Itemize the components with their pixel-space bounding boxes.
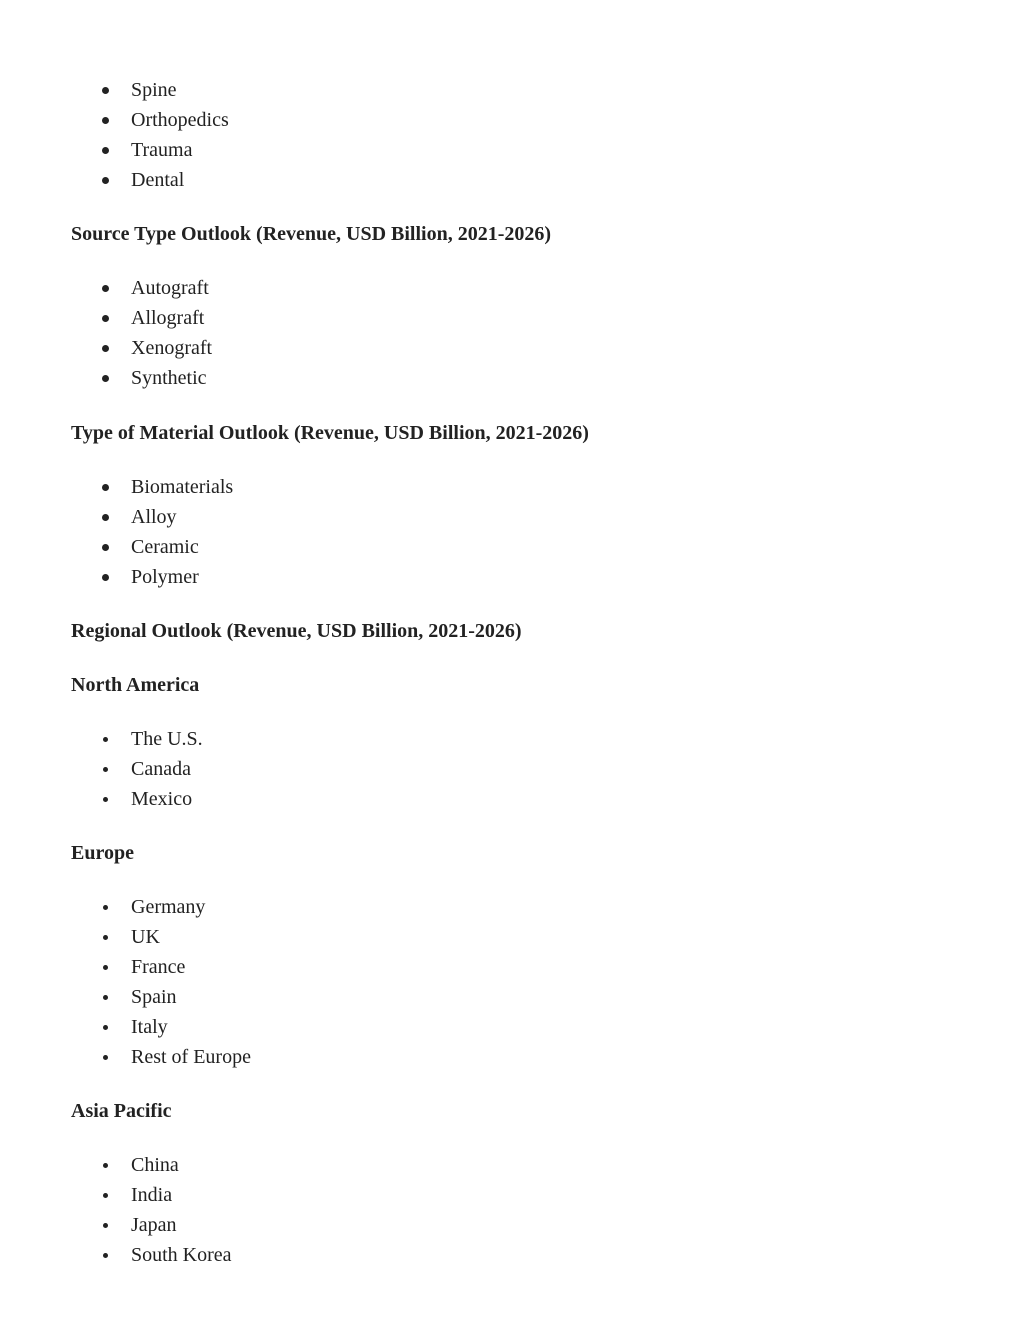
list-item: The U.S. [131,728,203,750]
bullet-marker [103,1163,108,1168]
list-item: Japan [131,1214,177,1236]
list-item: Dental [131,169,185,191]
bullet-marker [103,965,108,970]
bullet-marker [102,375,109,382]
subheading-asia-pacific: Asia Pacific [71,1100,172,1122]
bullet-marker [102,484,109,491]
bullet-marker [103,935,108,940]
list-item: Italy [131,1016,168,1038]
list-item: Rest of Europe [131,1046,251,1068]
bullet-marker [103,1025,108,1030]
list-item: Mexico [131,788,193,810]
section-heading-regional: Regional Outlook (Revenue, USD Billion, 2021-2026) [71,620,522,642]
section-heading-material-type: Type of Material Outlook (Revenue, USD Billion, 2021-2026) [71,422,589,444]
list-item: UK [131,926,160,948]
list-item: Xenograft [131,337,213,359]
bullet-marker [103,1253,108,1258]
subheading-north-america: North America [71,674,200,696]
list-item: Alloy [131,506,177,528]
bullet-marker [103,905,108,910]
bullet-marker [103,767,108,772]
list-item: Orthopedics [131,109,229,131]
list-item: Spine [131,79,177,101]
list-item: Biomaterials [131,476,234,498]
bullet-marker [102,514,109,521]
bullet-marker [103,737,108,742]
bullet-marker [102,177,109,184]
bullet-marker [102,87,109,94]
list-item: South Korea [131,1244,232,1266]
list-item: Canada [131,758,191,780]
bullet-marker [102,345,109,352]
bullet-marker [103,1223,108,1228]
bullet-marker [102,147,109,154]
list-item: Spain [131,986,177,1008]
list-item: Ceramic [131,536,199,558]
list-item: Polymer [131,566,199,588]
bullet-marker [102,574,109,581]
subheading-europe: Europe [71,842,134,864]
list-item: Synthetic [131,367,207,389]
bullet-marker [102,285,109,292]
list-item: China [131,1154,179,1176]
bullet-marker [103,1055,108,1060]
list-item: Autograft [131,277,209,299]
bullet-marker [103,995,108,1000]
bullet-marker [103,1193,108,1198]
section-heading-source-type: Source Type Outlook (Revenue, USD Billion, 2021-2026) [71,223,552,245]
bullet-marker [103,797,108,802]
bullet-marker [102,315,109,322]
list-item: Trauma [131,139,193,161]
list-item: India [131,1184,173,1206]
list-item: France [131,956,186,978]
bullet-marker [102,117,109,124]
list-item: Allograft [131,307,205,329]
bullet-marker [102,544,109,551]
list-item: Germany [131,896,206,918]
